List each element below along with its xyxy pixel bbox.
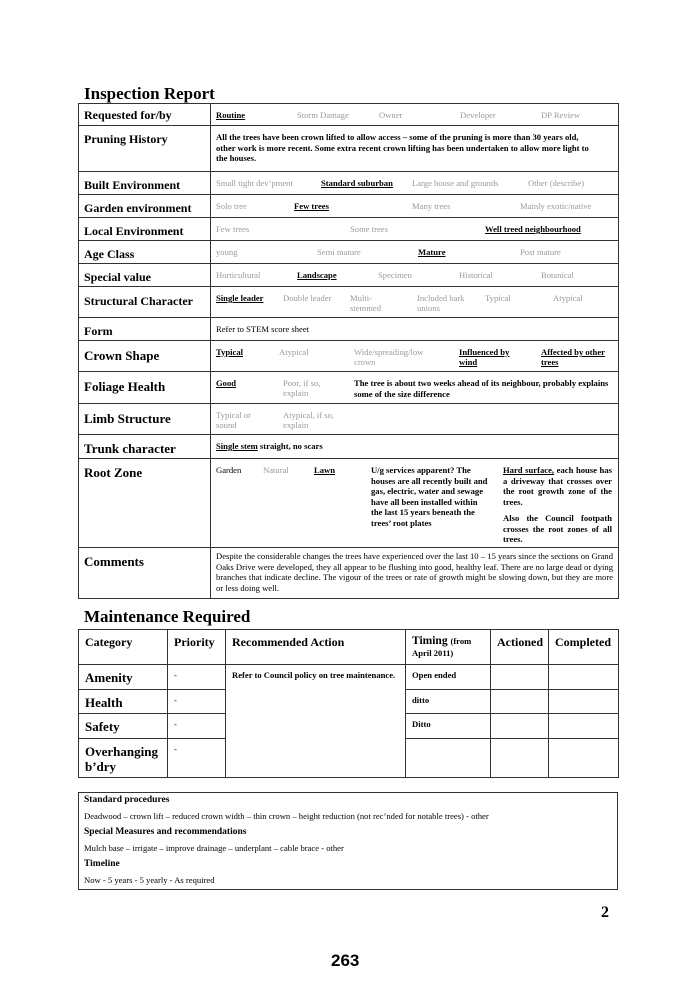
special-measures-title: Special Measures and recommendations — [84, 827, 247, 837]
header-category: Category — [79, 630, 168, 665]
option-multi-stemmed[interactable]: Multi-stemmed — [350, 293, 382, 313]
option-poor[interactable]: Poor, if so, explain — [283, 378, 321, 398]
actioned-health[interactable] — [491, 690, 549, 714]
option-included-bark[interactable]: Included bark unions — [417, 293, 465, 313]
option-good[interactable]: Good — [216, 378, 237, 388]
form-text: Refer to STEM score sheet — [216, 324, 310, 334]
options-structural — [211, 287, 619, 318]
option-large-house[interactable]: Large house and grounds — [412, 178, 499, 188]
options-limb — [211, 404, 619, 435]
timeline-title: Timeline — [84, 859, 120, 869]
label-requested: Requested for/by — [79, 104, 211, 126]
header-action: Recommended Action — [226, 630, 406, 665]
timeline-text: Now - 5 years - 5 yearly - As required — [84, 875, 215, 885]
maintenance-header-row — [79, 630, 619, 665]
option-garden[interactable]: Garden — [216, 465, 242, 475]
option-standard-suburban[interactable]: Standard suburban — [321, 178, 393, 188]
label-garden: Garden environment — [79, 195, 211, 218]
footer-number: 263 — [331, 951, 360, 970]
root-hard-surface — [503, 465, 612, 507]
actioned-overhanging[interactable] — [491, 739, 549, 778]
label-limb: Limb Structure — [79, 404, 211, 435]
option-historical[interactable]: Historical — [459, 270, 493, 280]
option-well-treed[interactable]: Well treed neighbourhood — [485, 224, 581, 234]
option-specimen[interactable]: Specimen — [378, 270, 412, 280]
header-timing-note: (from April 2011) — [412, 636, 472, 658]
label-trunk: Trunk character — [79, 435, 211, 459]
timing-safety[interactable]: Ditto — [406, 714, 491, 739]
label-form: Form — [79, 318, 211, 341]
completed-safety[interactable] — [549, 714, 619, 739]
row-age — [79, 241, 619, 264]
header-timing-cell — [406, 630, 491, 665]
label-age: Age Class — [79, 241, 211, 264]
actioned-amenity[interactable] — [491, 665, 549, 690]
category-overhanging: Overhanging b’dry — [79, 739, 168, 778]
options-local — [211, 218, 619, 241]
option-dp-review[interactable]: DP Review — [541, 110, 581, 120]
option-small-tight[interactable]: Small tight dev’pment — [216, 178, 293, 188]
row-limb — [79, 404, 619, 435]
option-botanical[interactable]: Botanical — [541, 270, 574, 280]
option-horticultural[interactable]: Horticultural — [216, 270, 261, 280]
option-wide-spreading[interactable]: Wide/spreading/low crown — [354, 347, 424, 367]
page-number: 2 — [601, 904, 609, 921]
label-pruning: Pruning History — [79, 126, 211, 172]
trunk-cell — [211, 435, 619, 459]
option-semi-mature[interactable]: Semi mature — [317, 247, 361, 257]
option-local-few-trees[interactable]: Few trees — [216, 224, 250, 234]
trunk-text: straight, no scars — [257, 441, 323, 451]
label-comments: Comments — [79, 548, 211, 599]
option-affected-by-trees[interactable]: Affected by other trees — [541, 347, 605, 367]
option-hard-surface[interactable]: Hard surface, — [503, 465, 555, 475]
option-single-stem[interactable]: Single stem — [216, 441, 258, 451]
options-special — [211, 264, 619, 287]
root-services-text: U/g services apparent? The houses are all recently built and gas, electric, water and sewage have all been installed within the last 15 years beneath the trees’ root plates — [371, 465, 488, 528]
action-cell — [226, 665, 406, 778]
completed-overhanging[interactable] — [549, 739, 619, 778]
actioned-safety[interactable] — [491, 714, 549, 739]
maintenance-table — [78, 629, 619, 778]
options-requested — [211, 104, 619, 126]
row-built — [79, 172, 619, 195]
timing-amenity[interactable]: Open ended — [406, 665, 491, 690]
option-lawn[interactable]: Lawn — [314, 465, 336, 475]
option-young[interactable]: young — [216, 247, 238, 257]
label-structural: Structural Character — [79, 287, 211, 318]
option-other-describe[interactable]: Other (describe) — [528, 178, 585, 188]
options-crown — [211, 341, 619, 372]
row-garden — [79, 195, 619, 218]
maintenance-title: Maintenance Required — [84, 607, 251, 626]
option-typical[interactable]: Typical — [485, 293, 511, 303]
completed-amenity[interactable] — [549, 665, 619, 690]
priority-safety[interactable]: - — [168, 714, 226, 739]
pruning-text-cell — [211, 126, 619, 172]
option-typical-sound[interactable]: Typical or sound — [216, 410, 251, 430]
option-atypical-explain[interactable]: Atypical, if so, explain — [283, 410, 335, 430]
priority-health[interactable]: - — [168, 690, 226, 714]
row-requested — [79, 104, 619, 126]
option-crown-atypical[interactable]: Atypical — [279, 347, 309, 357]
row-foliage — [79, 372, 619, 404]
option-single-leader[interactable]: Single leader — [216, 293, 264, 303]
label-root: Root Zone — [79, 459, 211, 548]
label-built: Built Environment — [79, 172, 211, 195]
option-influenced-by-wind[interactable]: Influenced by wind — [459, 347, 510, 367]
options-built — [211, 172, 619, 195]
label-foliage: Foliage Health — [79, 372, 211, 404]
header-priority: Priority — [168, 630, 226, 665]
option-few-trees[interactable]: Few trees — [294, 201, 329, 211]
completed-health[interactable] — [549, 690, 619, 714]
option-solo-tree[interactable]: Solo tree — [216, 201, 247, 211]
row-comments — [79, 548, 619, 599]
option-mature[interactable]: Mature — [418, 247, 446, 257]
category-amenity: Amenity — [79, 665, 168, 690]
header-actioned: Actioned — [491, 630, 549, 665]
options-foliage — [211, 372, 619, 404]
options-garden — [211, 195, 619, 218]
header-timing: Timing — [412, 635, 448, 647]
row-trunk — [79, 435, 619, 459]
row-crown — [79, 341, 619, 372]
category-health: Health — [79, 690, 168, 714]
priority-overhanging[interactable]: - — [168, 739, 226, 778]
timing-overhanging[interactable] — [406, 739, 491, 778]
option-mainly-exotic[interactable]: Mainly exotic/native — [520, 201, 592, 211]
comments-text: Despite the considerable changes the trees have experienced over the last 10 – 15 years since the sections on Grand Oaks Drive were developed, they all appear to be flushing into good, healthy leaf. There are no large dead or dying branches that indicate decline. The vigour of the trees or rate of growth might be slowing down, but they are more or less doing well. — [216, 551, 613, 593]
row-special — [79, 264, 619, 287]
option-storm-damage[interactable]: Storm Damage — [297, 110, 349, 120]
option-natural[interactable]: Natural — [263, 465, 289, 475]
root-hard-text: each house has a driveway that crosses over the root growth zone of the trees. — [503, 465, 612, 507]
maintenance-row-amenity — [79, 665, 619, 690]
option-owner[interactable]: Owner — [379, 110, 403, 120]
option-post-mature[interactable]: Post mature — [520, 247, 561, 257]
option-double-leader[interactable]: Double leader — [283, 293, 332, 303]
foliage-text: The tree is about two weeks ahead of its neighbour, probably explains some of the size difference — [354, 378, 609, 399]
standard-procedures-title: Standard procedures — [84, 795, 170, 805]
procedures-box — [78, 792, 618, 890]
special-measures-text: Mulch base – irrigate – improve drainage – underplant – cable brace - other — [84, 843, 344, 853]
root-footpath-text: Also the Council footpath crosses the root zones of all trees. — [503, 513, 612, 544]
option-routine[interactable]: Routine — [216, 110, 246, 120]
timing-health[interactable]: ditto — [406, 690, 491, 714]
options-age — [211, 241, 619, 264]
label-special: Special value — [79, 264, 211, 287]
pruning-text: All the trees have been crown lifted to allow access – some of the pruning is more than 30 years old, other work is more recent. Some extra recent crown lifting has been undertaken to allow more light to the houses. — [216, 132, 589, 163]
action-text: Refer to Council policy on tree maintenance. — [232, 670, 396, 680]
label-crown: Crown Shape — [79, 341, 211, 372]
row-structural — [79, 287, 619, 318]
row-local — [79, 218, 619, 241]
option-some-trees[interactable]: Some trees — [350, 224, 388, 234]
row-form — [79, 318, 619, 341]
form-cell — [211, 318, 619, 341]
header-completed: Completed — [549, 630, 619, 665]
row-root — [79, 459, 619, 548]
comments-cell — [211, 548, 619, 599]
option-crown-typical[interactable]: Typical — [216, 347, 244, 357]
root-cell — [211, 459, 619, 548]
row-pruning — [79, 126, 619, 172]
label-local: Local Environment — [79, 218, 211, 241]
standard-procedures-text: Deadwood – crown lift – reduced crown width – thin crown – height reduction (not rec’nded for notable trees) - other — [84, 811, 489, 821]
option-landscape[interactable]: Landscape — [297, 270, 337, 280]
page-title: Inspection Report — [84, 84, 215, 103]
option-atypical[interactable]: Atypical — [553, 293, 583, 303]
inspection-table — [78, 103, 619, 599]
option-many-trees[interactable]: Many trees — [412, 201, 451, 211]
priority-amenity[interactable]: - — [168, 665, 226, 690]
category-safety: Safety — [79, 714, 168, 739]
option-developer[interactable]: Developer — [460, 110, 496, 120]
